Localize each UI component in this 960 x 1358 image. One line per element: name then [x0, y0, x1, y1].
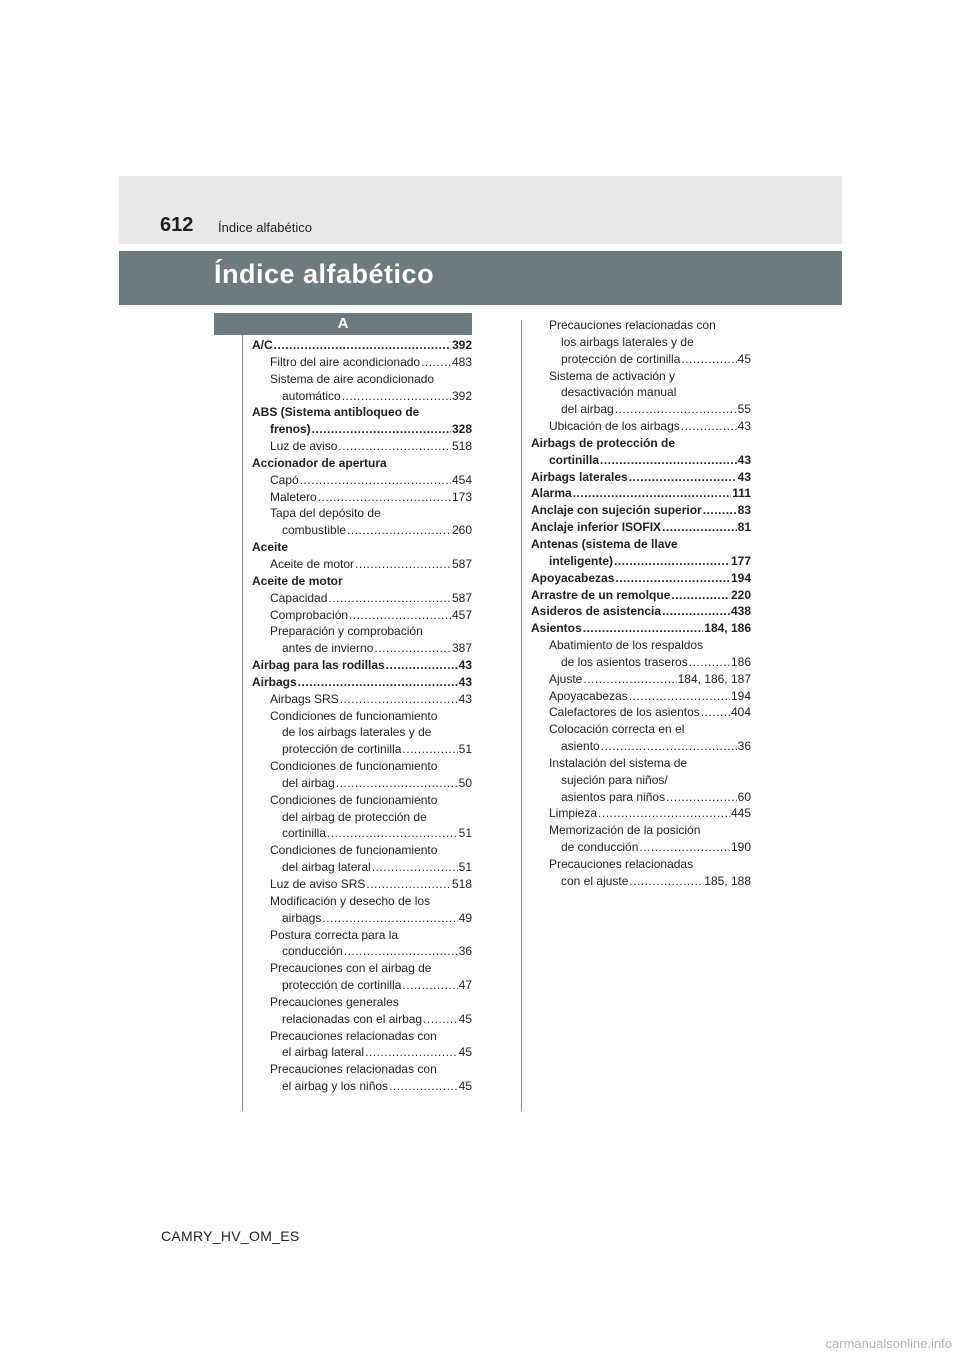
index-entry-term: protección de cortinilla [282, 978, 402, 993]
index-entry-page[interactable]: 518 [451, 877, 472, 891]
index-entry [531, 805, 751, 822]
index-entry-page[interactable]: 45 [458, 1079, 472, 1094]
index-entry [531, 452, 751, 469]
index-entry [531, 587, 751, 604]
index-entry-page[interactable]: 47 [458, 978, 472, 993]
index-entry [531, 351, 751, 368]
index-entry-leader [598, 805, 730, 822]
index-entry [531, 368, 751, 385]
index-entry-leader [298, 674, 458, 691]
index-entry-leader [662, 603, 730, 620]
index-entry-leader [340, 691, 458, 708]
index-entry [531, 536, 751, 553]
index-entry-page[interactable]: 260 [451, 523, 472, 538]
index-entry [531, 401, 751, 418]
index-entry [252, 505, 472, 522]
index-entry-leader [374, 640, 451, 657]
index-entry-term: protección de cortinilla [561, 351, 681, 366]
index-entry [531, 637, 751, 654]
index-entry-term: Aceite [252, 540, 289, 555]
section-title-bar [119, 251, 842, 305]
index-entry [252, 910, 472, 927]
index-entry [252, 758, 472, 775]
index-entry-page[interactable]: 438 [730, 604, 751, 619]
index-entry [252, 1044, 472, 1061]
index-entry-term: cortinilla [549, 452, 600, 467]
index-entry-term: Sistema de activación y [549, 368, 676, 383]
index-entry-term: inteligente) [549, 553, 614, 568]
index-entry [531, 704, 751, 721]
index-entry-leader [327, 825, 458, 842]
index-entry-term: Arrastre de un remolque [531, 587, 671, 602]
index-entry-page[interactable]: 81 [737, 520, 751, 535]
index-entry-leader [402, 741, 457, 758]
index-entry-page[interactable]: 392 [451, 388, 472, 403]
index-entry [252, 674, 472, 691]
index-entry-term: frenos) [270, 422, 311, 437]
index-entry-leader [402, 977, 457, 994]
index-entry [531, 502, 751, 519]
index-entry-page[interactable]: 194 [730, 570, 751, 585]
index-entry-term: Apoyacabezas [531, 570, 615, 585]
index-entry-term: Tapa del depósito de [270, 506, 381, 521]
index-entry-term: Condiciones de funcionamiento [270, 708, 438, 723]
index-entry [531, 485, 751, 502]
index-entry-leader [666, 789, 737, 806]
index-entry-term: los airbags laterales y de [561, 334, 694, 349]
index-entry-page[interactable]: 55 [737, 402, 751, 417]
index-entry-term: Precauciones relacionadas [549, 857, 694, 871]
index-entry-page[interactable]: 45 [458, 1011, 472, 1026]
index-entry [252, 455, 472, 472]
index-entry-term: Calefactores de los asientos [549, 705, 700, 720]
index-entry-term: de los asientos traseros [561, 654, 688, 669]
index-entry [252, 489, 472, 506]
index-entry-leader [355, 556, 451, 573]
index-entry-leader [300, 472, 451, 489]
index-entry [252, 1078, 472, 1095]
index-entry [252, 1061, 472, 1078]
index-entry [531, 822, 751, 839]
index-entry [252, 573, 472, 590]
index-entry-term: Precauciones con el airbag de [270, 961, 432, 976]
index-entry [252, 354, 472, 371]
index-entry [252, 438, 472, 455]
index-entry-leader [347, 522, 451, 539]
running-title: Índice alfabético [218, 220, 312, 235]
index-entry-term: del airbag de protección de [282, 809, 427, 824]
index-entry [531, 671, 751, 688]
index-entry-term: asiento [561, 739, 600, 754]
page-number: 612 [160, 214, 194, 236]
index-entry-page[interactable]: 518 [451, 439, 472, 454]
index-entry [531, 620, 751, 637]
index-entry-page[interactable]: 43 [737, 469, 751, 484]
index-entry-term: Asientos [531, 621, 582, 636]
index-entry-page[interactable]: 43 [458, 691, 472, 706]
index-entry-leader [421, 354, 451, 371]
index-entry-term: automático [282, 388, 341, 403]
index-entry-term: Instalación del sistema de [549, 755, 688, 770]
index-entry-term: relacionadas con el airbag [282, 1011, 423, 1026]
index-entry-term: Ubicación de los airbags [549, 419, 680, 434]
index-entry-term: Antenas (sistema de llave [531, 536, 678, 551]
index-entry [252, 1011, 472, 1028]
index-entry-leader [342, 388, 451, 405]
index-entry [531, 384, 751, 401]
index-entry-term: el airbag lateral [282, 1045, 365, 1060]
index-entry-leader [629, 469, 737, 486]
index-entry-term: Luz de aviso SRS [270, 877, 366, 891]
index-entry [252, 825, 472, 842]
index-entry-term: antes de invierno [282, 641, 374, 656]
index-entry-term: Alarma [531, 486, 572, 501]
index-entry-term: Airbags SRS [270, 691, 339, 706]
index-entry-leader [703, 502, 737, 519]
index-entry [531, 772, 751, 789]
index-entry-term: Maletero [270, 489, 317, 504]
index-entry-term: Aceite de motor [252, 573, 343, 588]
index-entry [252, 927, 472, 944]
index-entry [531, 738, 751, 755]
index-entry [531, 519, 751, 536]
index-entry [531, 839, 751, 856]
index-entry-term: Precauciones relacionadas con [270, 1028, 437, 1043]
index-entry-page[interactable]: 173 [451, 489, 472, 504]
index-entry-term: del airbag [282, 775, 335, 790]
index-entry-leader [671, 587, 730, 604]
index-entry-term: Memorización de la posición [549, 823, 701, 838]
index-entry-term: Airbag para las rodillas [252, 658, 385, 673]
index-entry [252, 859, 472, 876]
index-entry-page[interactable]: 194 [730, 688, 751, 703]
index-entry-term: Accionador de apertura [252, 455, 387, 470]
index-entry-page[interactable]: 49 [458, 910, 472, 925]
index-entry [252, 623, 472, 640]
index-entry-page[interactable]: 43 [458, 674, 472, 689]
index-entry [252, 977, 472, 994]
index-entry-term: Aceite de motor [270, 556, 355, 571]
index-entry [531, 721, 751, 738]
index-entry-page[interactable]: 587 [451, 556, 472, 571]
index-entry-term: ABS (Sistema antibloqueo de [252, 405, 420, 420]
index-entry-leader [639, 839, 730, 856]
index-entry [252, 943, 472, 960]
index-entry-leader [601, 738, 737, 755]
index-entry [531, 418, 751, 435]
index-entry-page[interactable]: 392 [451, 338, 472, 352]
index-entry-leader [662, 519, 737, 536]
index-entry-page[interactable]: 220 [730, 587, 751, 602]
index-entry-page[interactable]: 51 [458, 826, 472, 841]
index-entry-page[interactable]: 190 [730, 840, 751, 855]
index-entry [252, 775, 472, 792]
index-entry-term: Preparación y comprobación [270, 624, 423, 639]
index-entry [252, 708, 472, 725]
index-entry [252, 960, 472, 977]
index-entry-page[interactable]: 457 [451, 607, 472, 622]
index-entry-page[interactable]: 83 [737, 503, 751, 518]
index-entry-leader [681, 418, 737, 435]
letter-heading: A [214, 313, 472, 335]
index-entry-leader [336, 775, 458, 792]
index-entry-leader [423, 1011, 458, 1028]
index-entry-term: Apoyacabezas [549, 688, 628, 703]
index-entry-leader [312, 421, 451, 438]
index-entry-term: Ajuste [549, 671, 583, 686]
index-entry-term: del airbag [561, 402, 614, 417]
index-entry-term: Capó [270, 472, 299, 487]
index-entry-term: Postura correcta para la [270, 927, 399, 942]
index-entry [252, 741, 472, 758]
index-entry-term: el airbag y los niños [282, 1079, 389, 1094]
index-entry-page[interactable]: 43 [737, 452, 751, 467]
index-entry [252, 842, 472, 859]
index-entry-term: Condiciones de funcionamiento [270, 843, 438, 858]
index-entry-leader [344, 943, 458, 960]
index-entry-page[interactable]: 45 [737, 351, 751, 366]
index-entry-term: combustible [282, 523, 347, 538]
index-entry [531, 553, 751, 570]
index-entry [531, 856, 751, 873]
index-entry-leader [389, 1078, 458, 1095]
index-entry [531, 334, 751, 351]
index-entry-leader [366, 876, 451, 893]
index-entry [252, 994, 472, 1011]
index-entry-page[interactable]: 454 [451, 472, 472, 487]
index-entry [252, 893, 472, 910]
index-entry-leader [274, 337, 451, 354]
index-entry-term: desactivación manual [561, 385, 677, 400]
index-entry [531, 435, 751, 452]
index-entry-leader [573, 485, 732, 502]
index-entry-leader [349, 607, 451, 624]
index-entry-page[interactable]: 328 [451, 422, 472, 437]
index-entry [252, 371, 472, 388]
index-entry-page[interactable]: 60 [737, 789, 751, 804]
index-entry-page[interactable]: 36 [458, 944, 472, 959]
index-entry-term: Abatimiento de los respaldos [549, 638, 704, 653]
index-entry-leader [614, 553, 730, 570]
index-entry [531, 789, 751, 806]
index-entry [531, 603, 751, 620]
index-entry-page[interactable]: 50 [458, 775, 472, 790]
index-entry-page[interactable]: 51 [458, 860, 472, 875]
index-entry-term: Condiciones de funcionamiento [270, 792, 438, 807]
index-entry-term: Condiciones de funcionamiento [270, 759, 438, 774]
index-entry-leader [583, 671, 676, 688]
index-entry-leader [322, 910, 457, 927]
index-entry-term: asientos para niños [561, 789, 666, 804]
index-entry-page[interactable]: 177 [730, 553, 751, 568]
index-entry-term: Anclaje con sujeción superior [531, 503, 702, 518]
index-entry-leader [318, 489, 451, 506]
index-entry-leader [681, 351, 736, 368]
index-column-right [531, 317, 751, 890]
index-entry [252, 876, 472, 893]
index-entry-page[interactable]: 36 [737, 739, 751, 754]
index-entry-page[interactable]: 186 [730, 654, 751, 669]
index-entry-leader [600, 452, 737, 469]
index-entry-term: sujeción para niños/ [561, 772, 668, 787]
index-entry-leader [629, 873, 703, 890]
index-entry-term: Airbags [252, 674, 297, 689]
index-entry [252, 809, 472, 826]
index-entry-leader [365, 1044, 458, 1061]
index-entry-term: del airbag lateral [282, 860, 371, 875]
index-entry-page[interactable]: 185, 188 [704, 873, 751, 888]
index-entry [252, 472, 472, 489]
index-entry [252, 421, 472, 438]
right-column-rule [521, 320, 522, 1111]
index-entry-term: Airbags laterales [531, 469, 628, 484]
index-entry-page[interactable]: 45 [458, 1045, 472, 1060]
index-entry-leader [615, 401, 737, 418]
index-entry [531, 570, 751, 587]
index-entry-term: Precauciones relacionadas con [270, 1062, 437, 1077]
index-entry-term: Asideros de asistencia [531, 604, 662, 619]
index-entry-leader [338, 438, 451, 455]
index-entry-term: Sistema de aire acondicionado [270, 371, 435, 386]
index-column-left [252, 337, 472, 1095]
index-entry-leader [372, 859, 458, 876]
index-entry [531, 688, 751, 705]
index-entry-leader [701, 704, 730, 721]
index-entry [252, 691, 472, 708]
index-entry-term: conducción [282, 944, 343, 959]
section-title: Índice alfabético [214, 259, 435, 289]
index-entry-page[interactable]: 387 [451, 641, 472, 656]
model-code: CAMRY_HV_OM_ES [161, 1228, 300, 1244]
index-entry [252, 640, 472, 657]
index-entry-term: de los airbags laterales y de [282, 725, 432, 740]
index-entry-leader [629, 688, 730, 705]
index-entry-page[interactable]: 587 [451, 590, 472, 605]
index-entry [252, 388, 472, 405]
index-entry-term: Colocación correcta en el [549, 722, 685, 737]
index-entry [531, 755, 751, 772]
index-entry-page[interactable]: 184, 186 [704, 621, 751, 636]
index-entry-term: protección de cortinilla [282, 742, 402, 757]
index-entry-term: Luz de aviso [270, 439, 338, 454]
index-entry [252, 724, 472, 741]
index-entry-page[interactable]: 43 [737, 419, 751, 434]
index-entry [252, 556, 472, 573]
index-entry [252, 337, 472, 354]
index-entry [531, 654, 751, 671]
watermark: carmanualsonline.info [825, 1336, 952, 1351]
index-entry-term: con el ajuste [561, 873, 629, 888]
index-entry [252, 657, 472, 674]
index-entry-leader [583, 620, 704, 637]
index-entry-term: de conducción [561, 840, 639, 855]
index-entry-term: Limpieza [549, 806, 598, 821]
index-entry-page[interactable]: 111 [732, 486, 751, 501]
index-entry [531, 873, 751, 890]
index-entry [252, 607, 472, 624]
index-entry [252, 522, 472, 539]
left-column-rule [242, 313, 243, 1111]
index-entry-term: Precauciones relacionadas con [549, 318, 716, 332]
index-entry-term: Capacidad [270, 590, 328, 605]
index-entry-leader [328, 590, 451, 607]
index-entry-term: Precauciones generales [270, 994, 399, 1009]
index-entry [252, 1028, 472, 1045]
index-entry-term: cortinilla [282, 826, 327, 841]
index-entry-page[interactable]: 483 [451, 354, 472, 369]
index-entry-term: Filtro del aire acondicionado [270, 354, 421, 369]
index-entry [531, 469, 751, 486]
index-entry [531, 317, 751, 334]
index-entry [252, 792, 472, 809]
index-entry-page[interactable]: 404 [730, 705, 751, 720]
index-entry-page[interactable]: 445 [730, 806, 751, 821]
index-entry-page[interactable]: 184, 186, 187 [677, 671, 751, 686]
index-entry [252, 590, 472, 607]
index-entry-leader [386, 657, 458, 674]
index-entry-term: Comprobación [270, 607, 349, 622]
index-entry-page[interactable]: 51 [458, 742, 472, 757]
index-entry-leader [689, 654, 730, 671]
index-entry-term: Modificación y desecho de los [270, 893, 431, 908]
index-entry-term: airbags [282, 910, 322, 925]
index-entry-page[interactable]: 43 [458, 658, 472, 673]
index-entry-term: Airbags de protección de [531, 435, 676, 450]
index-entry [252, 404, 472, 421]
index-entry [252, 539, 472, 556]
index-entry-term: A/C [252, 338, 273, 352]
index-entry-leader [615, 570, 730, 587]
index-entry-term: Anclaje inferior ISOFIX [531, 520, 662, 535]
